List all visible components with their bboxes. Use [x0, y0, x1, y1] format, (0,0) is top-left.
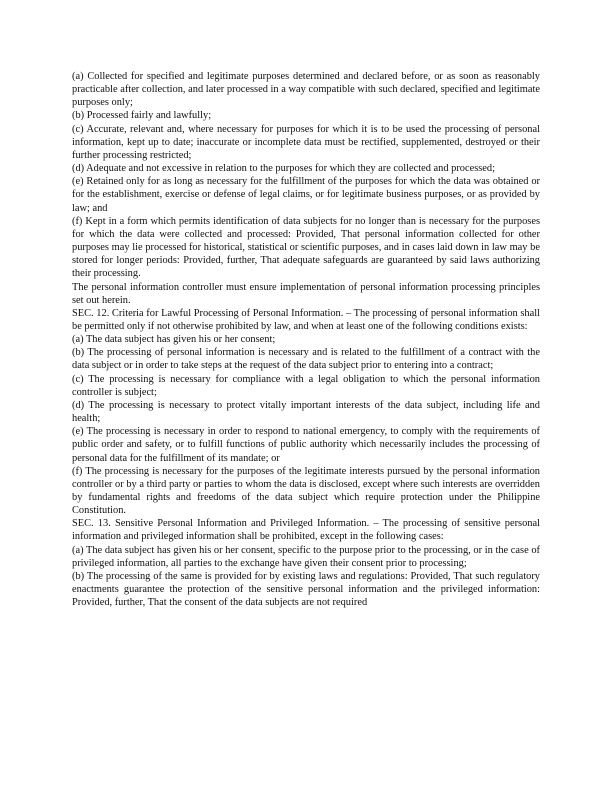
- sec12-heading-paragraph: SEC. 12. Criteria for Lawful Processing of Personal Information. – The processing of personal information shall be permitted only if not otherwise prohibited by law, and when at least one of the following conditions exists:: [72, 307, 540, 332]
- sec12-item-c: (c) The processing is necessary for compliance with a legal obligation to which the personal information controller is subject;: [72, 373, 540, 398]
- sec12-item-a: (a) The data subject has given his or her consent;: [72, 334, 276, 346]
- sec12-item-f: (f) The processing is necessary for the purposes of the legitimate interests pursued by the personal information controller or by a third party or parties to whom the data is disclosed, except where such interests are overridden by fundamental rights and freedoms of the data subject which require protection under the Philippine Constitution.: [72, 465, 540, 517]
- sec11-item-f: (f) Kept in a form which permits identification of data subjects for no longer than is necessary for the purposes for which the data were collected and processed: Provided, That personal information collected for other purposes may lie processed for historical, statistical or scientific purposes, and in cases laid down in law may be stored for longer periods: Provided, further, That adequate safeguards are guaranteed by said laws authorizing their processing.: [72, 215, 540, 280]
- sec13-heading-paragraph: SEC. 13. Sensitive Personal Information and Privileged Information. – The processing of sensitive personal information and privileged information shall be prohibited, except in the following cases:: [72, 518, 540, 543]
- sec13-item-a: (a) The data subject has given his or her consent, specific to the purpose prior to the processing, or in the case of privileged information, all parties to the exchange have given their consent prior to processing;: [72, 544, 540, 569]
- sec12-item-d: (d) The processing is necessary to protect vitally important interests of the data subject, including life and health;: [72, 399, 540, 425]
- sec11-item-e: (e) Retained only for as long as necessary for the fulfillment of the purposes for which the data was obtained or for the establishment, exercise or defense of legal claims, or for legitimate business purposes, or as provided by law; and: [72, 176, 540, 214]
- sec11-item-b: (b) Processed fairly and lawfully;: [72, 110, 212, 122]
- sec12-item-b: (b) The processing of personal information is necessary and is related to the fulfillment of a contract with the data subject or in order to take steps at the request of the data subject prior to entering into a contract;: [72, 347, 540, 372]
- sec11-item-a: (a) Collected for specified and legitimate purposes determined and declared before, or as soon as reasonably practicable after collection, and later processed in a way compatible with such declared, specified and legitimate purposes only;: [72, 71, 540, 109]
- sec11-item-c: (c) Accurate, relevant and, where necessary for purposes for which it is to be used the processing of personal information, kept up to date; inaccurate or incomplete data must be rectified, supplemented, destroyed or their further processing restricted;: [72, 123, 540, 161]
- sec11-closing-paragraph: The personal information controller must ensure implementation of personal information processing principles set out herein.: [72, 281, 540, 306]
- sec12-item-e: (e) The processing is necessary in order to respond to national emergency, to comply with the requirements of public order and safety, or to fulfill functions of public authority which necessarily includes the processing of personal data for the fulfillment of its mandate; or: [72, 426, 540, 464]
- document-page: [72, 70, 540, 609]
- sec13-item-b: (b) The processing of the same is provided for by existing laws and regulations: Provided, That such regulatory enactments guarantee the protection of the sensitive personal information and the privileged information: Provided, further, That the consent of the data subjects are not required: [72, 570, 540, 609]
- sec11-item-d: (d) Adequate and not excessive in relation to the purposes for which they are collected and processed;: [72, 163, 495, 175]
